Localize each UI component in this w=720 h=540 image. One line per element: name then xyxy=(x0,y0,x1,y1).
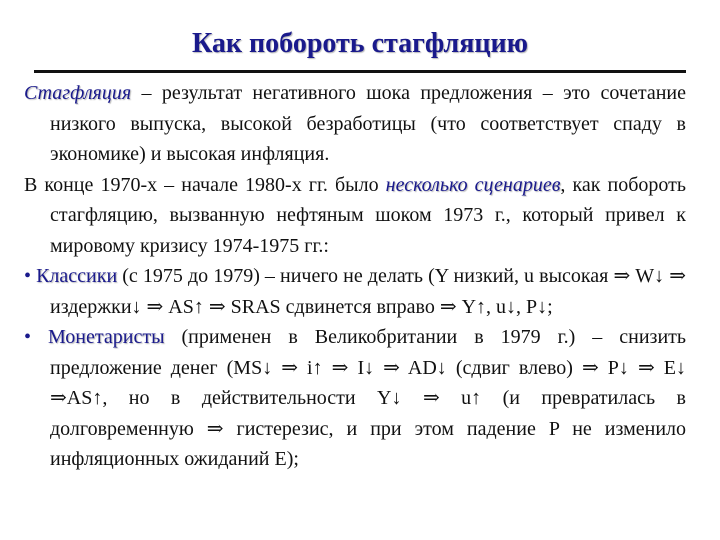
term-monetarists: Монетаристы xyxy=(48,326,165,348)
term-stagflation: Стагфляция xyxy=(24,82,132,104)
bullet-dot: • xyxy=(24,326,32,348)
scenarios-intro xyxy=(24,170,686,262)
slide-body xyxy=(24,78,686,475)
bullet-classics xyxy=(24,261,686,322)
monetarists-text: (применен в Великобритании в 1979 г.) – снизить предложение денег (MS↓ ⇒ i↑ ⇒ I↓ ⇒ AD↓ (сдвиг влево) ⇒ P↓ ⇒ E↓ ⇒AS↑, но в действительности Y↓ ⇒ u↑ (и превратилась в долговременную ⇒ гистерезис, и при этом падение P не изменило инфляционных ожиданий E); xyxy=(50,326,687,470)
term-several-scenarios: несколько сценариев xyxy=(385,173,561,196)
stagflation-definition xyxy=(24,78,686,170)
scenarios-intro-text: В конце 1970-х – начале 1980-х гг. было xyxy=(24,173,386,196)
classics-text: (с 1975 до 1979) – ничего не делать (Y низкий, u высокая ⇒ W↓ ⇒ издержки↓ ⇒ AS↑ ⇒ SRAS сдвинется вправо ⇒ Y↑, u↓, P↓; xyxy=(50,265,686,318)
bullet-dot: • xyxy=(24,265,32,287)
slide-title: Как побороть стагфляцию xyxy=(191,28,529,59)
term-classics: Классики xyxy=(36,265,118,287)
scenarios-intro-rest: , как побороть стагфляцию, вызванную нефтяным шоком 1973 г., который привел к мировому кризису 1974-1975 гг.: xyxy=(50,173,687,257)
title-divider xyxy=(34,70,686,73)
bullet-monetarists xyxy=(24,322,686,475)
definition-text: – результат негативного шока предложения – это сочетание низкого выпуска, высокой безработицы (что соответствует спаду в экономике) и высокая инфляция. xyxy=(50,82,686,165)
